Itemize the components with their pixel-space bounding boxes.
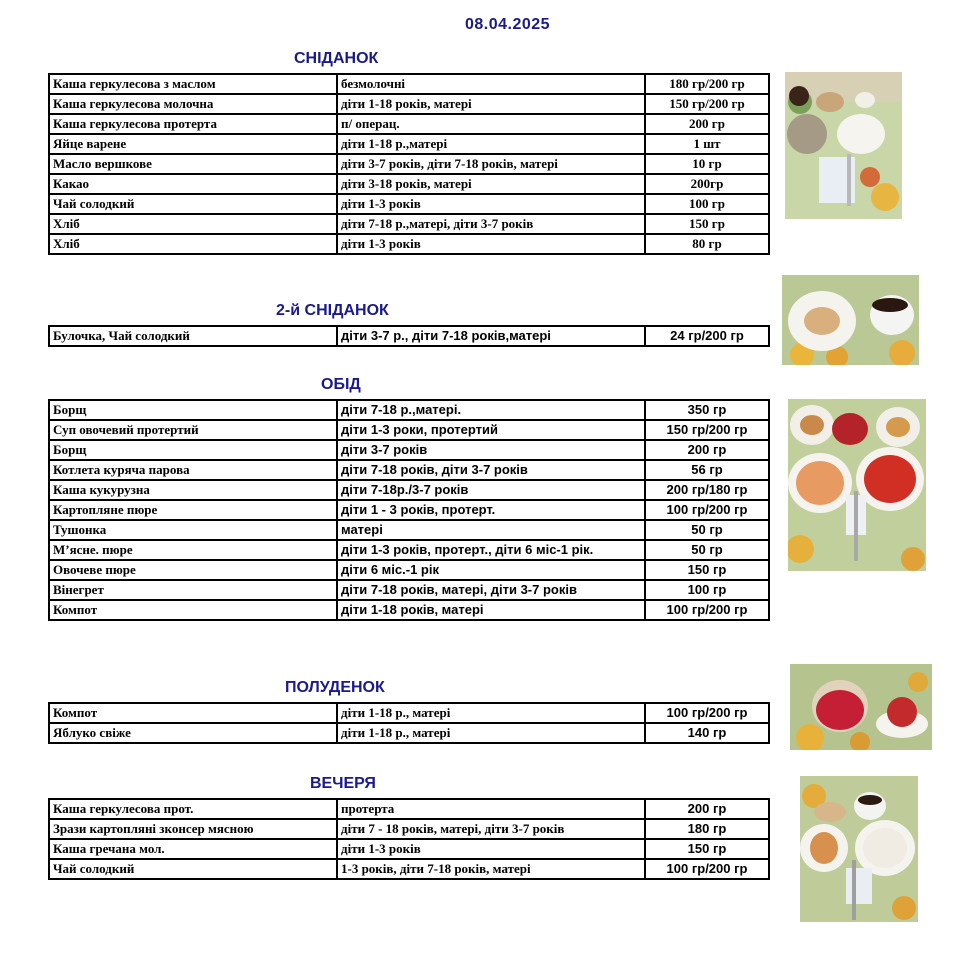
- dish-name: Компот: [49, 600, 337, 620]
- dish-portion: 24 гр/200 гр: [645, 326, 769, 346]
- dish-audience: діти 1-18 р., матері: [337, 703, 645, 723]
- dish-name: Каша кукурузна: [49, 480, 337, 500]
- dish-name: Котлета куряча парова: [49, 460, 337, 480]
- dish-portion: 140 гр: [645, 723, 769, 743]
- table-row: [49, 580, 769, 600]
- table-row: [49, 74, 769, 94]
- breakfast-photo: [785, 72, 902, 219]
- dish-portion: 50 гр: [645, 540, 769, 560]
- afternoon-snack-photo: [790, 664, 932, 750]
- dish-portion: 100 гр: [645, 580, 769, 600]
- dish-audience: діти 1-3 років, протерт., діти 6 міс-1 рік.: [337, 540, 645, 560]
- dish-portion: 350 гр: [645, 400, 769, 420]
- dish-portion: 56 гр: [645, 460, 769, 480]
- dish-audience: діти 1-3 років: [337, 839, 645, 859]
- table-row: [49, 326, 769, 346]
- dish-portion: 200 гр: [645, 440, 769, 460]
- dish-name: Яблуко свіже: [49, 723, 337, 743]
- dish-name: Яйце варене: [49, 134, 337, 154]
- second-breakfast-table: [48, 325, 770, 347]
- table-row: [49, 859, 769, 879]
- lunch-table: [48, 399, 770, 621]
- dish-portion: 100 гр/200 гр: [645, 703, 769, 723]
- table-row: [49, 839, 769, 859]
- table-row: [49, 600, 769, 620]
- dish-name: Картопляне пюре: [49, 500, 337, 520]
- dish-audience: діти 1-18 років, матері: [337, 94, 645, 114]
- dish-name: Вінегрет: [49, 580, 337, 600]
- dish-audience: протерта: [337, 799, 645, 819]
- dish-name: Компот: [49, 703, 337, 723]
- dish-name: Каша геркулесова молочна: [49, 94, 337, 114]
- dish-audience: діти 3-7 років: [337, 440, 645, 460]
- dish-name: Хліб: [49, 234, 337, 254]
- menu-date: 08.04.2025: [465, 16, 551, 33]
- dish-portion: 150 гр: [645, 214, 769, 234]
- table-row: [49, 819, 769, 839]
- dish-portion: 150 гр: [645, 839, 769, 859]
- table-row: [49, 480, 769, 500]
- table-row: [49, 174, 769, 194]
- dish-name: Масло вершкове: [49, 154, 337, 174]
- dish-audience: діти 1-3 років: [337, 234, 645, 254]
- dish-portion: 100 гр/200 гр: [645, 500, 769, 520]
- table-row: [49, 440, 769, 460]
- lunch-photo: [788, 399, 926, 571]
- dish-name: Каша геркулесова протерта: [49, 114, 337, 134]
- dish-audience: діти 7-18 р.,матері.: [337, 400, 645, 420]
- dish-portion: 180 гр: [645, 819, 769, 839]
- dish-name: Чай солодкий: [49, 859, 337, 879]
- dish-audience: діти 7-18 років, діти 3-7 років: [337, 460, 645, 480]
- table-row: [49, 94, 769, 114]
- dish-name: Суп овочевий протертий: [49, 420, 337, 440]
- dish-audience: п/ операц.: [337, 114, 645, 134]
- dish-portion: 200 гр: [645, 114, 769, 134]
- dish-audience: діти 3-18 років, матері: [337, 174, 645, 194]
- table-row: [49, 520, 769, 540]
- dish-name: Чай солодкий: [49, 194, 337, 214]
- lunch-heading: ОБІД: [321, 376, 361, 393]
- dish-name: Борщ: [49, 440, 337, 460]
- table-row: [49, 234, 769, 254]
- dish-audience: безмолочні: [337, 74, 645, 94]
- dish-portion: 150 гр: [645, 560, 769, 580]
- dish-audience: матері: [337, 520, 645, 540]
- table-row: [49, 540, 769, 560]
- dish-name: М’ясне. пюре: [49, 540, 337, 560]
- dish-portion: 100 гр: [645, 194, 769, 214]
- breakfast-table: [48, 73, 770, 255]
- table-row: [49, 500, 769, 520]
- table-row: [49, 799, 769, 819]
- table-row: [49, 194, 769, 214]
- dish-name: Овочеве пюре: [49, 560, 337, 580]
- table-row: [49, 560, 769, 580]
- afternoon-snack-table: [48, 702, 770, 744]
- table-row: [49, 723, 769, 743]
- table-row: [49, 703, 769, 723]
- dish-audience: діти 6 міс.-1 рік: [337, 560, 645, 580]
- second-breakfast-photo: [782, 275, 919, 365]
- table-row: [49, 134, 769, 154]
- table-row: [49, 460, 769, 480]
- table-row: [49, 400, 769, 420]
- dish-portion: 200гр: [645, 174, 769, 194]
- dish-audience: діти 1-18 р., матері: [337, 723, 645, 743]
- dish-portion: 200 гр/180 гр: [645, 480, 769, 500]
- table-row: [49, 420, 769, 440]
- dish-portion: 80 гр: [645, 234, 769, 254]
- dish-audience: діти 1 - 3 років, протерт.: [337, 500, 645, 520]
- dish-audience: 1-3 років, діти 7-18 років, матері: [337, 859, 645, 879]
- dish-portion: 200 гр: [645, 799, 769, 819]
- dish-portion: 10 гр: [645, 154, 769, 174]
- dish-name: Каша гречана мол.: [49, 839, 337, 859]
- dish-portion: 100 гр/200 гр: [645, 600, 769, 620]
- dish-portion: 150 гр/200 гр: [645, 94, 769, 114]
- dinner-heading: ВЕЧЕРЯ: [310, 775, 376, 792]
- dish-name: Каша геркулесова з маслом: [49, 74, 337, 94]
- dish-audience: діти 1-3 років: [337, 194, 645, 214]
- dish-audience: діти 7-18 років, матері, діти 3-7 років: [337, 580, 645, 600]
- dish-portion: 180 гр/200 гр: [645, 74, 769, 94]
- dish-audience: діти 3-7 р., діти 7-18 років,матері: [337, 326, 645, 346]
- dish-name: Хліб: [49, 214, 337, 234]
- dish-audience: діти 1-3 роки, протертий: [337, 420, 645, 440]
- dish-name: Зрази картопляні зконсер мясною: [49, 819, 337, 839]
- afternoon-snack-heading: ПОЛУДЕНОК: [285, 679, 385, 696]
- dish-audience: діти 1-18 р.,матері: [337, 134, 645, 154]
- dish-audience: діти 7 - 18 років, матері, діти 3-7 років: [337, 819, 645, 839]
- dish-portion: 1 шт: [645, 134, 769, 154]
- dish-portion: 50 гр: [645, 520, 769, 540]
- dish-audience: діти 7-18 р.,матері, діти 3-7 років: [337, 214, 645, 234]
- table-row: [49, 114, 769, 134]
- dish-name: Каша геркулесова прот.: [49, 799, 337, 819]
- dish-name: Булочка, Чай солодкий: [49, 326, 337, 346]
- dinner-table: [48, 798, 770, 880]
- dish-portion: 150 гр/200 гр: [645, 420, 769, 440]
- dish-portion: 100 гр/200 гр: [645, 859, 769, 879]
- second-breakfast-heading: 2-й СНІДАНОК: [276, 302, 389, 319]
- dish-audience: діти 7-18р./3-7 років: [337, 480, 645, 500]
- table-row: [49, 154, 769, 174]
- dish-name: Борщ: [49, 400, 337, 420]
- dish-name: Тушонка: [49, 520, 337, 540]
- table-row: [49, 214, 769, 234]
- dinner-photo: [800, 776, 918, 922]
- breakfast-heading: СНІДАНОК: [294, 50, 379, 67]
- dish-name: Какао: [49, 174, 337, 194]
- dish-audience: діти 1-18 років, матері: [337, 600, 645, 620]
- dish-audience: діти 3-7 років, діти 7-18 років, матері: [337, 154, 645, 174]
